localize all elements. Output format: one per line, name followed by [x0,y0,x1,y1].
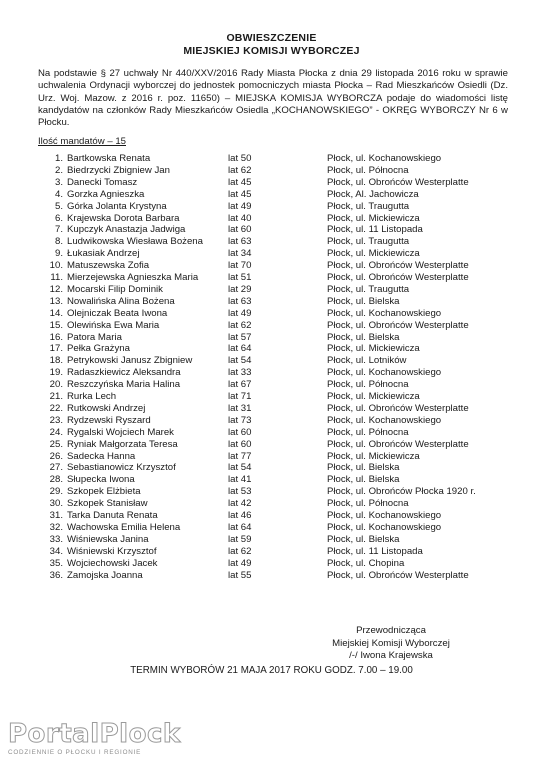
candidate-row [0,213,543,225]
candidate-number: 5. [54,200,63,212]
candidate-name: Olewińska Ewa Maria [67,319,160,331]
candidate-address: Płock, ul. Kochanowskiego [327,367,442,379]
candidate-number: 14. [49,307,63,319]
candidate-name: Petrykowski Janusz Zbigniew [67,355,193,367]
candidate-name: Kupczyk Anastazja Jadwiga [67,224,186,236]
signature-block [316,625,466,663]
candidate-number: 2. [54,164,63,176]
candidate-address: Płock, ul. Obrońców Westerplatte [327,402,469,414]
candidate-name: Wachowska Emilia Helena [67,521,181,533]
candidate-age: lat 60 [228,224,252,236]
candidate-number: 32. [49,521,63,533]
candidate-age: lat 51 [228,272,252,283]
candidate-age: lat 70 [228,260,252,272]
signature-role: Przewodnicząca [356,625,426,636]
candidate-row [0,391,543,403]
candidate-name: Nowalińska Alina Bożena [67,295,175,307]
candidate-age: lat 64 [228,521,252,533]
candidate-address: Płock, ul. Kochanowskiego [327,510,442,521]
candidate-age: lat 40 [228,212,252,224]
candidate-address: Płock, ul. Bielska [327,533,400,545]
candidate-age: lat 45 [228,188,252,200]
candidate-address: Płock, ul. Północna [327,426,409,438]
candidate-number: 34. [49,545,63,557]
candidate-age: lat 45 [228,176,252,188]
candidate-age: lat 29 [228,283,252,295]
watermark [8,720,188,760]
watermark-tagline: CODZIENNIE O PŁOCKU I REGIONIE [8,749,142,756]
candidate-number: 28. [49,474,63,486]
candidate-age: lat 73 [228,414,252,426]
candidate-name: Pełka Grażyna [67,343,130,355]
candidate-address: Płock, ul. Bielska [327,331,400,343]
candidate-number: 1. [54,153,63,164]
candidate-number: 20. [49,379,63,391]
candidate-address: Płock, ul. Obrońców Westerplatte [327,569,469,581]
candidate-address: Płock, ul. Obrońców Westerplatte [327,176,469,188]
candidate-address: Płock, ul. Obrońców Płocka 1920 r. [327,486,476,498]
candidate-number: 29. [49,486,63,498]
candidate-age: lat 49 [228,557,252,569]
candidate-name: Wiśniewska Janina [67,533,149,545]
candidate-name: Rygalski Wojciech Marek [67,426,174,438]
candidate-age: lat 63 [228,236,252,248]
candidate-number: 3. [54,176,63,188]
candidate-number: 27. [49,462,63,474]
candidate-age: lat 59 [228,533,252,545]
candidate-address: Płock, ul. Północna [327,164,409,176]
candidate-row [0,224,543,236]
candidate-row [0,510,543,522]
candidate-name: Patora Maria [67,331,122,343]
candidate-address: Płock, ul. Traugutta [327,283,410,295]
candidate-number: 10. [49,260,63,272]
candidate-name: Ryniak Małgorzata Teresa [67,438,178,450]
candidate-name: Radaszkiewicz Aleksandra [67,367,181,379]
candidate-name: Ludwikowska Wiesława Bożena [67,236,203,248]
candidate-age: lat 55 [228,569,252,581]
candidate-name: Gorzka Agnieszka [67,188,145,200]
candidate-row [0,153,543,165]
candidate-number: 33. [49,533,63,545]
candidate-name: Biedrzycki Zbigniew Jan [67,164,170,176]
candidate-row [0,415,543,427]
candidate-age: lat 63 [228,295,252,307]
candidate-row [0,248,543,260]
candidate-row [0,272,543,284]
candidate-row [0,308,543,320]
candidate-age: lat 54 [228,462,252,474]
candidate-number: 13. [49,295,63,307]
candidate-number: 21. [49,391,63,402]
candidate-address: Płock, ul. Mickiewicza [327,450,420,462]
candidate-row [0,534,543,546]
candidate-name: Danecki Tomasz [67,176,138,188]
candidate-number: 7. [54,224,63,236]
candidate-address: Płock, Al. Jachowicza [327,188,419,200]
candidate-number: 17. [49,343,63,355]
candidate-age: lat 67 [228,379,252,391]
candidate-name: Matuszewska Zofia [67,260,150,272]
candidate-address: Płock, ul. Obrońców Westerplatte [327,272,469,283]
candidate-row [0,451,543,463]
candidate-number: 22. [49,402,63,414]
candidate-name: Bartkowska Renata [67,153,151,164]
candidate-age: lat 49 [228,200,252,212]
candidate-name: Łukasiak Andrzej [67,248,140,260]
candidate-name: Mocarski Filip Dominik [67,283,163,295]
candidate-name: Rutkowski Andrzej [67,402,146,414]
mandates-count: Ilość mandatów – 15 [38,136,126,147]
document-subtitle: MIEJSKIEJ KOMISJI WYBORCZEJ [183,45,360,57]
candidate-age: lat 34 [228,248,252,260]
candidate-address: Płock, ul. Kochanowskiego [327,521,442,533]
candidate-number: 25. [49,438,63,450]
candidate-address: Płock, ul. Lotników [327,355,407,367]
candidate-number: 23. [49,414,63,426]
candidate-age: lat 62 [228,319,252,331]
candidate-row [0,439,543,451]
candidate-number: 18. [49,355,63,367]
candidate-number: 16. [49,331,63,343]
candidate-name: Słupecka Iwona [67,474,135,486]
candidate-row [0,486,543,498]
candidate-address: Płock, ul. Kochanowskiego [327,414,442,426]
document-title: OBWIESZCZENIE [226,32,317,44]
candidate-row [0,558,543,570]
candidate-address: Płock, ul. Chopina [327,557,405,569]
candidate-number: 6. [54,212,63,224]
candidate-address: Płock, ul. Mickiewicza [327,212,420,224]
candidate-name: Sebastianowicz Krzysztof [67,462,176,474]
candidate-name: Olejniczak Beata Iwona [67,307,168,319]
candidate-age: lat 41 [228,474,252,486]
candidate-number: 35. [49,557,63,569]
candidate-number: 26. [49,450,63,462]
candidate-age: lat 50 [228,153,252,164]
candidate-number: 12. [49,283,63,295]
candidate-row [0,165,543,177]
candidate-address: Płock, ul. Traugutta [327,200,410,212]
candidate-address: Płock, ul. Kochanowskiego [327,153,442,164]
candidate-age: lat 62 [228,545,252,557]
candidate-number: 4. [54,188,63,200]
candidate-address: Płock, ul. Bielska [327,474,400,486]
candidate-name: Szkopek Elżbieta [67,486,141,498]
signature-organ: Miejskiej Komisji Wyborczej [332,637,450,649]
candidate-number: 31. [49,510,63,521]
candidate-age: lat 71 [228,391,252,402]
candidate-age: lat 49 [228,307,252,319]
candidate-address: Płock, ul. Bielska [327,295,400,307]
candidate-row [0,284,543,296]
candidate-name: Rurka Lech [67,391,117,402]
candidate-address: Płock, ul. 11 Listopada [327,224,423,236]
candidate-row [0,474,543,486]
candidate-age: lat 53 [228,486,252,498]
candidate-age: lat 77 [228,450,252,462]
candidate-age: lat 31 [228,402,252,414]
candidate-age: lat 33 [228,367,252,379]
candidate-name: Zamojska Joanna [67,569,143,581]
candidate-name: Sadecka Hanna [67,450,136,462]
candidate-age: lat 62 [228,164,252,176]
candidate-name: Wojciechowski Jacek [67,557,158,569]
candidate-address: Płock, ul. Północna [327,498,409,510]
candidate-age: lat 57 [228,331,252,343]
candidate-name: Mierzejewska Agnieszka Maria [67,272,199,283]
candidate-row [0,570,543,582]
candidate-row [0,320,543,332]
candidate-row [0,427,543,439]
candidate-number: 15. [49,319,63,331]
candidate-number: 8. [54,236,63,248]
candidate-address: Płock, ul. Traugutta [327,236,410,248]
watermark-logo: PortalPlock [8,719,181,749]
candidate-age: lat 60 [228,438,252,450]
candidate-address: Płock, ul. Mickiewicza [327,343,420,355]
candidate-name: Górka Jolanta Krystyna [67,200,167,212]
candidate-name: Szkopek Stanisław [67,498,148,510]
candidate-name: Wiśniewski Krzysztof [67,545,157,557]
candidate-age: lat 60 [228,426,252,438]
candidate-row [0,201,543,213]
candidate-number: 36. [49,569,63,581]
candidate-number: 30. [49,498,63,510]
candidate-number: 19. [49,367,63,379]
signature-name: /-/ Iwona Krajewska [349,650,433,661]
candidate-number: 24. [49,426,63,438]
candidate-age: lat 54 [228,355,252,367]
candidate-age: lat 64 [228,343,252,355]
candidate-row [0,498,543,510]
candidate-address: Płock, ul. 11 Listopada [327,545,423,557]
candidate-row [0,260,543,272]
candidate-address: Płock, ul. Mickiewicza [327,248,420,260]
candidate-row [0,189,543,201]
candidate-row [0,236,543,248]
candidate-row [0,379,543,391]
candidate-address: Płock, ul. Obrońców Westerplatte [327,319,469,331]
candidate-row [0,343,543,355]
candidate-row [0,332,543,344]
intro-paragraph: Na podstawie § 27 uchwały Nr 440/XXV/2016 Rady Miasta Płocka z dnia 29 listopada 2016 roku w sprawie uchwalenia Ordynacji wyborczej do jednostek pomocniczych miasta Płocka – Rad Mieszkańców Osiedli (Dz. Urz. Woj. Mazow. z 2016 r. poz. 11650) – MIEJSKA KOMISJA WYBORCZA podaje do wiadomości listę kandydatów na członków Rady Mieszkańców Osiedla „KOCHANOWSKIEGO” - OKRĘG WYBORCZY Nr 6 w Płocku. [38,68,508,129]
candidate-row [0,546,543,558]
candidate-row [0,462,543,474]
candidate-row [0,355,543,367]
candidate-row [0,367,543,379]
candidate-address: Płock, ul. Bielska [327,462,400,474]
election-date: TERMIN WYBORÓW 21 MAJA 2017 ROKU GODZ. 7.00 – 19.00 [130,665,413,676]
candidate-row [0,403,543,415]
candidate-row [0,177,543,189]
candidate-age: lat 46 [228,510,252,521]
candidate-address: Płock, ul. Obrońców Westerplatte [327,260,469,272]
candidate-number: 9. [54,248,63,260]
candidate-age: lat 42 [228,498,252,510]
candidate-address: Płock, ul. Kochanowskiego [327,307,442,319]
candidate-name: Reszczyńska Maria Halina [67,379,181,391]
candidate-number: 11. [50,272,63,283]
candidate-address: Płock, ul. Mickiewicza [327,391,420,402]
candidate-name: Krajewska Dorota Barbara [67,212,180,224]
candidate-address: Płock, ul. Obrońców Westerplatte [327,438,469,450]
candidate-name: Tarka Danuta Renata [67,510,158,521]
candidate-row [0,296,543,308]
candidate-name: Rydzewski Ryszard [67,414,151,426]
candidate-row [0,522,543,534]
candidate-address: Płock, ul. Północna [327,379,409,391]
